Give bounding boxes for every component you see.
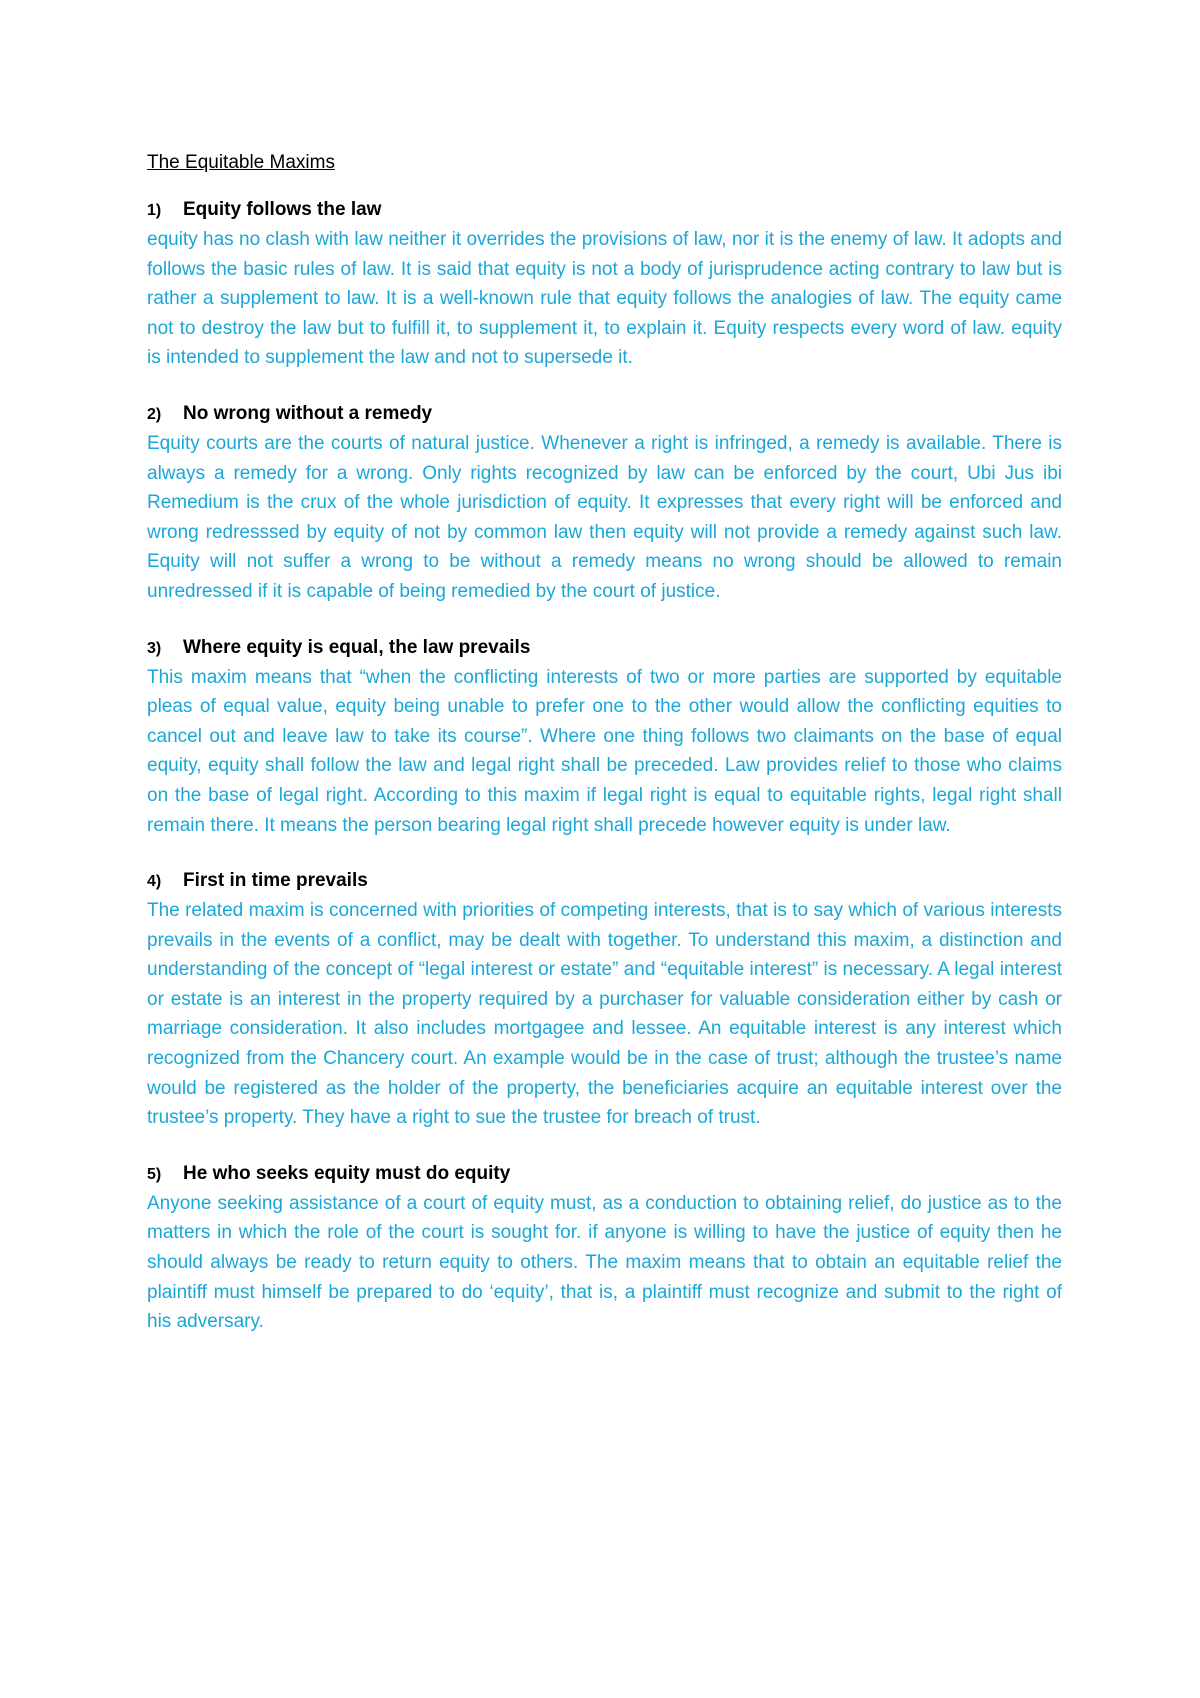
maxim-section-4 xyxy=(147,867,1062,1133)
maxim-heading xyxy=(147,634,1062,663)
document-content xyxy=(147,150,1062,1364)
maxim-body: This maxim means that “when the conflicting interests of two or more parties are supported by equitable pleas of equal value, equity being unable to prefer one to the other would allow the conflicting equities to cancel out and leave law to take its course”. Where one thing follows two claimants on the base of equal equity, equity shall follow the law and legal right shall be preceded. Law provides relief to those who claims on the base of legal right. According to this maxim if legal right is equal to equitable rights, legal right shall remain there. It means the person bearing legal right shall precede however equity is under law. xyxy=(147,666,1062,836)
maxim-heading-text: Where equity is equal, the law prevails xyxy=(183,636,531,658)
document-title: The Equitable Maxims xyxy=(147,152,335,173)
maxim-number: 5) xyxy=(147,1165,162,1183)
maxim-heading xyxy=(147,196,1062,225)
maxim-section-2 xyxy=(147,400,1062,607)
maxim-heading xyxy=(147,400,1062,429)
maxim-body: Equity courts are the courts of natural justice. Whenever a right is infringed, a remedy is available. There is always a remedy for a wrong. Only rights recognized by law can be enforced by the court, Ubi Jus ibi Remedium is the crux of the whole jurisdiction of equity. It expresses that every right will be enforced and wrong redresssed by equity of not by common law then equity will not provide a remedy against such law. Equity will not suffer a wrong to be without a remedy means no wrong should be allowed to remain unredressed if it is capable of being remedied by the court of justice. xyxy=(147,432,1062,602)
maxim-number: 3) xyxy=(147,639,162,657)
maxim-number: 4) xyxy=(147,873,162,891)
maxim-body: equity has no clash with law neither it overrides the provisions of law, nor it is the enemy of law. It adopts and follows the basic rules of law. It is said that equity is not a body of jurisprudence acting contrary to law but is rather a supplement to law. It is a well-known rule that equity follows the analogies of law. The equity came not to destroy the law but to fulfill it, to supplement it, to explain it. Equity respects every word of law. equity is intended to supplement the law and not to supersede it. xyxy=(147,229,1062,369)
maxim-section-5 xyxy=(147,1160,1062,1337)
maxim-heading-text: First in time prevails xyxy=(183,870,368,892)
maxim-heading-text: Equity follows the law xyxy=(183,199,382,220)
maxim-section-1 xyxy=(147,196,1062,373)
maxim-heading-text: He who seeks equity must do equity xyxy=(183,1162,511,1184)
maxim-heading xyxy=(147,867,1062,896)
maxim-number: 1) xyxy=(147,202,162,219)
maxim-section-3 xyxy=(147,634,1062,841)
maxim-heading xyxy=(147,1160,1062,1189)
maxim-heading-text: No wrong without a remedy xyxy=(183,402,433,424)
maxim-body: The related maxim is concerned with priorities of competing interests, that is to say which of various interests prevails in the events of a conflict, may be dealt with together. To understand this maxim, a distinction and understanding of the concept of “legal interest or estate” and “equitable interest” is necessary. A legal interest or estate is an interest in the property required by a purchaser for valuable consideration either by cash or marriage consideration. It also includes mortgagee and lessee. An equitable interest is any interest which recognized from the Chancery court. An example would be in the case of trust; although the trustee’s name would be registered as the holder of the property, the beneficiaries acquire an equitable interest over the trustee’s property. They have a right to sue the trustee for breach of trust. xyxy=(147,900,1062,1129)
maxim-number: 2) xyxy=(147,405,162,423)
maxim-body: Anyone seeking assistance of a court of equity must, as a conduction to obtaining relief, do justice as to the matters in which the role of the court is sought for. if anyone is willing to have the justice of equity then he should always be ready to return equity to others. The maxim means that to obtain an equitable relief the plaintiff must himself be prepared to do ‘equity’, that is, a plaintiff must recognize and submit to the right of his adversary. xyxy=(147,1192,1062,1333)
